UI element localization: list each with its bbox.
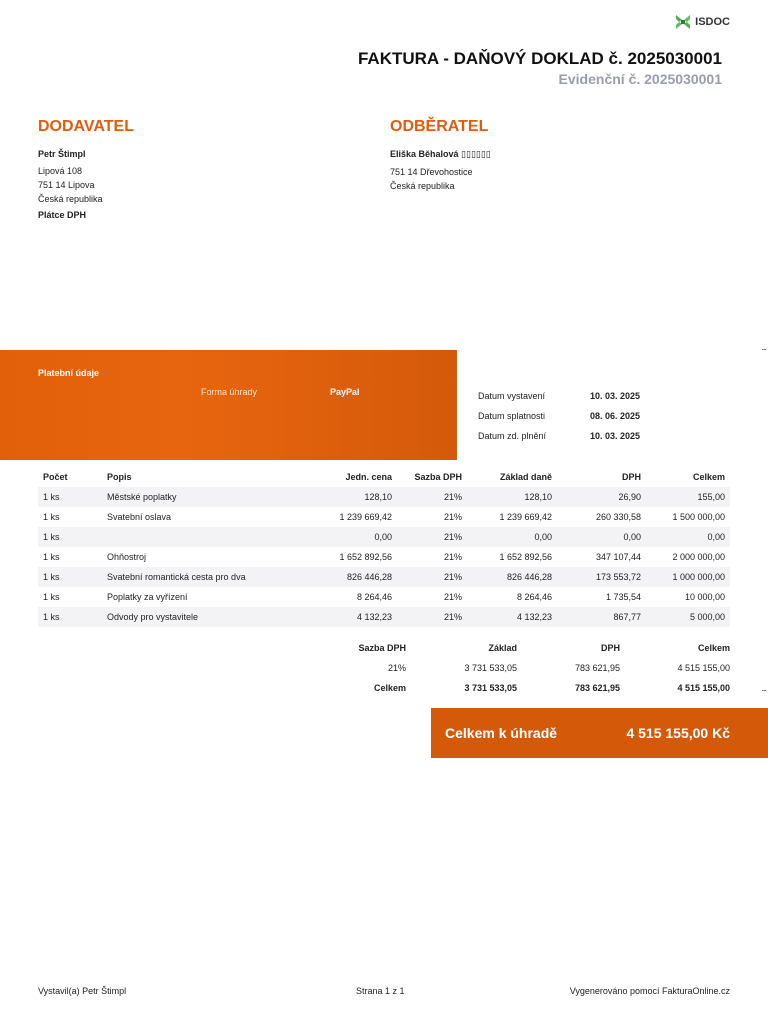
col-header-total: Celkem [692,472,725,482]
cell-description: Poplatky za vyřízení [107,592,188,602]
footer-generated-by: Vygenerováno pomocí FakturaOnline.cz [569,986,730,996]
cell-unit-price: 826 446,28 [314,567,397,587]
customer-address-line: 751 14 Dřevohostice [390,167,473,177]
overflow-dots: ... [761,683,766,693]
cell-description: Svatební romantická cesta pro dva [102,567,314,587]
summary-header-total: Celkem [697,643,730,653]
date-label: Datum zd. plnění [478,431,547,441]
customer-name: Eliška Běhalová ▯▯▯▯▯▯ [390,149,491,159]
summary-total-vat: 783 621,95 [574,683,620,693]
date-row [478,426,640,446]
summary-total-amount: 4 515 155,00 [677,683,730,693]
cell-quantity: 1 ks [38,487,102,507]
cell-total: 2 000 000,00 [672,552,725,562]
summary-base: 3 731 533,05 [464,663,517,673]
cell-vat-rate: 21% [397,607,467,627]
table-row [38,547,730,567]
cell-unit-price: 4 132,23 [314,607,397,627]
supplier-vat-status: Plátce DPH [38,210,87,220]
cell-total: 155,00 [646,487,730,507]
summary-total-label: Celkem [373,683,406,693]
supplier-heading: DODAVATEL [38,118,134,135]
customer-heading: ODBĚRATEL [390,118,489,135]
supplier-name: Petr Štimpl [38,149,86,159]
amount-due-value: 4 515 155,00 Kč [626,725,730,741]
cell-unit-price: 1 652 892,56 [339,552,392,562]
cell-vat: 260 330,58 [595,512,641,522]
cell-description: Odvody pro vystavitele [102,607,314,627]
summary-header-vat: DPH [600,643,620,653]
supplier-address-line: 751 14 Lipova [38,180,95,190]
cell-vat: 26,90 [557,487,646,507]
cell-tax-base: 0,00 [467,527,557,547]
cell-quantity: 1 ks [38,567,102,587]
cell-tax-base: 8 264,46 [516,592,552,602]
summary-header-base: Základ [488,643,517,653]
payment-method-value: PayPal [330,387,360,397]
cell-vat-rate: 21% [397,567,467,587]
isdoc-logo [675,14,730,30]
cell-description: Městské poplatky [102,487,314,507]
cell-quantity: 1 ks [43,592,60,602]
summary-row [340,658,735,678]
payment-method-label: Forma úhrady [201,387,258,397]
col-header-vat: DPH [621,472,641,482]
footer-issued-by: Vystavil(a) Petr Štimpl [38,986,127,996]
isdoc-logo-text: ISDOC [695,16,730,28]
col-header-quantity: Počet [43,472,68,482]
summary-vat: 783 621,95 [574,663,620,673]
payment-details-box [0,350,457,460]
date-value: 08. 06. 2025 [590,411,641,421]
summary-header-row [340,638,735,658]
table-row [38,527,730,547]
col-header-description: Popis [107,472,132,482]
cell-quantity: 1 ks [43,552,60,562]
col-header-tax-base: Základ daně [499,472,552,482]
cell-description: Svatební oslava [107,512,172,522]
items-table [38,467,730,627]
table-row [38,567,730,587]
cell-vat-rate: 21% [443,512,462,522]
summary-total-row [340,678,735,698]
supplier-address-line: Česká republika [38,194,103,204]
cell-total: 1 500 000,00 [672,512,725,522]
date-row [478,386,640,406]
table-row [38,507,730,527]
cell-description [102,527,314,547]
col-header-vat-rate: Sazba DPH [414,472,462,482]
cell-description: Ohňostroj [107,552,147,562]
cell-vat-rate: 21% [397,487,467,507]
cell-vat-rate: 21% [443,592,462,602]
cell-tax-base: 128,10 [467,487,557,507]
summary-header-vat-rate: Sazba DPH [358,643,406,653]
items-header-row [38,467,730,487]
isdoc-logo-icon [675,14,691,30]
cell-vat: 0,00 [557,527,646,547]
date-label: Datum vystavení [478,391,546,401]
cell-vat: 173 553,72 [557,567,646,587]
cell-tax-base: 4 132,23 [467,607,557,627]
dates-block [478,386,640,446]
summary-vat-rate: 21% [387,663,406,673]
cell-vat: 1 735,54 [605,592,641,602]
cell-tax-base: 1 239 669,42 [499,512,552,522]
cell-vat-rate: 21% [443,552,462,562]
cell-total: 1 000 000,00 [646,567,730,587]
cell-total: 0,00 [646,527,730,547]
cell-unit-price: 1 239 669,42 [339,512,392,522]
cell-tax-base: 826 446,28 [467,567,557,587]
table-row [38,487,730,507]
summary-total-base: 3 731 533,05 [464,683,517,693]
invoice-title: FAKTURA - DAŇOVÝ DOKLAD č. 2025030001 [357,49,722,68]
cell-unit-price: 0,00 [314,527,397,547]
amount-due-label: Celkem k úhradě [445,725,558,741]
overflow-dots: ... [761,342,766,352]
col-header-unit-price: Jedn. cena [345,472,392,482]
cell-quantity: 1 ks [38,607,102,627]
cell-quantity: 1 ks [38,527,102,547]
cell-vat: 867,77 [557,607,646,627]
amount-due-box [431,708,768,758]
table-row [38,607,730,627]
supplier-block [38,118,338,220]
table-row [38,587,730,607]
cell-unit-price: 8 264,46 [356,592,392,602]
footer-page-number: Strana 1 z 1 [356,986,405,996]
date-label: Datum splatnosti [478,411,546,421]
summary-total: 4 515 155,00 [677,663,730,673]
customer-block [390,118,690,193]
cell-total: 10 000,00 [684,592,725,602]
date-value: 10. 03. 2025 [590,391,641,401]
cell-quantity: 1 ks [43,512,60,522]
supplier-address-line: Lipová 108 [38,166,83,176]
invoice-subtitle: Evidenční č. 2025030001 [558,71,722,87]
cell-unit-price: 128,10 [314,487,397,507]
payment-title: Platební údaje [38,368,100,378]
vat-summary-table [340,638,735,698]
cell-tax-base: 1 652 892,56 [499,552,552,562]
date-value: 10. 03. 2025 [590,431,641,441]
customer-address-line: Česká republika [390,181,455,191]
cell-vat: 347 107,44 [595,552,641,562]
cell-total: 5 000,00 [646,607,730,627]
date-row [478,406,640,426]
cell-vat-rate: 21% [397,527,467,547]
